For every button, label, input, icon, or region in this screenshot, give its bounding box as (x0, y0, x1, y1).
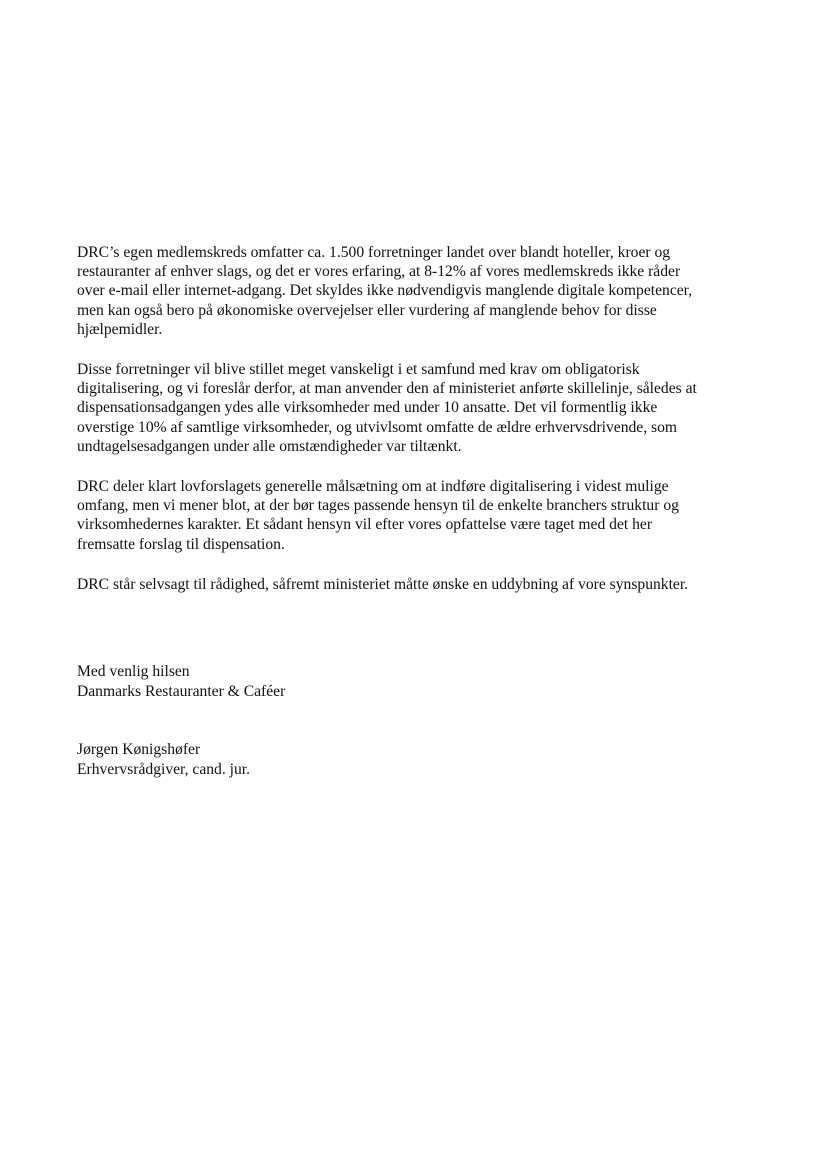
text-line: digitalisering, og vi foreslår derfor, at man anvender den af ministeriet anførte skillelinje, således at (77, 380, 697, 398)
text-line: men kan også bero på økonomiske overvejelser eller vurdering af manglende behov for disse (77, 301, 657, 319)
text-line: Disse forretninger vil blive stillet meget vanskeligt i et samfund med krav om obligatorisk (77, 361, 640, 379)
text-line: fremsatte forslag til dispensation. (77, 535, 285, 553)
text-line: hjælpemidler. (77, 320, 163, 338)
paragraph-proposal (77, 360, 757, 456)
text-line: undtagelsesadgangen under alle omstændigheder var tiltænkt. (77, 437, 462, 455)
text-line: DRC deler klart lovforslagets generelle målsætning om at indføre digitalisering i videst mulige (77, 478, 669, 496)
text-line: DRC’s egen medlemskreds omfatter ca. 1.500 forretninger landet over blandt hoteller, kroer og (77, 244, 671, 261)
text-line: restauranter af enhver slags, og det er vores erfaring, at 8-12% af vores medlemskreds ikke råder (77, 263, 681, 281)
text-line: DRC står selvsagt til rådighed, såfremt ministeriet måtte ønske en uddybning af vore synspunkter. (77, 575, 689, 593)
signatory-title: Erhvervsrådgiver, cand. jur. (77, 761, 251, 778)
signatory-name: Jørgen Kønigshøfer (77, 741, 201, 758)
signature-block (77, 740, 250, 780)
text-line: overstige 10% af samtlige virksomheder, og utvivlsomt omfatte de ældre erhvervsdrivende, som (77, 418, 678, 436)
text-line: over e-mail eller internet-adgang. Det skyldes ikke nødvendigvis manglende digitale kompetencer, (77, 282, 693, 300)
closing-organization: Danmarks Restauranter & Caféer (77, 683, 286, 700)
letter-body (77, 243, 757, 615)
closing-block (77, 662, 285, 702)
paragraph-membership (77, 243, 757, 339)
text-line: virksomhedernes karakter. Et sådant hensyn vil efter vores opfattelse være taget med det her (77, 516, 653, 534)
text-line: dispensationsadgangen ydes alle virksomheder med under 10 ansatte. Det vil formentlig ikke (77, 399, 658, 417)
closing-greeting: Med venlig hilsen (77, 663, 190, 680)
text-line: omfang, men vi mener blot, at der bør tages passende hensyn til de enkelte branchers struktur og (77, 497, 679, 515)
paragraph-agreement (77, 477, 757, 554)
paragraph-availability (77, 575, 757, 594)
